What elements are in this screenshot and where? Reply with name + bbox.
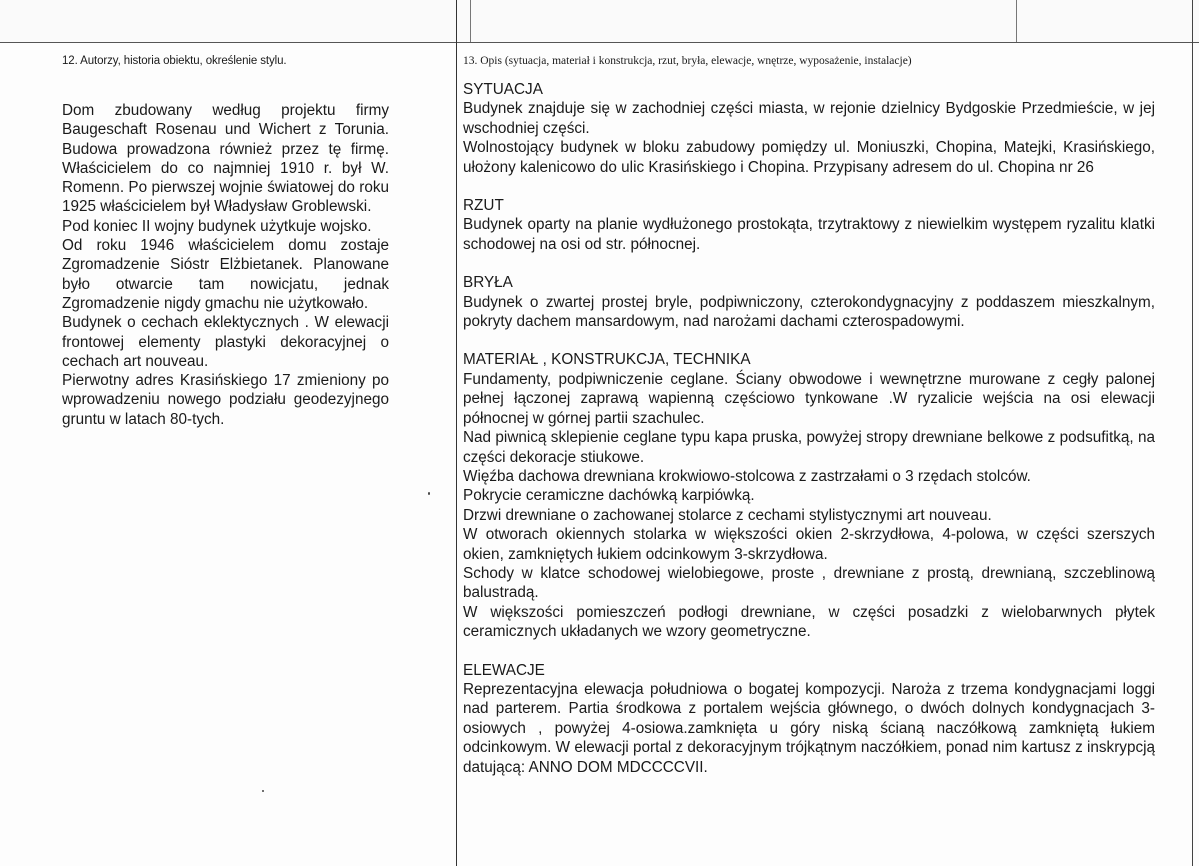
section-paragraph: Wolnostojący budynek w bloku zabudowy pomiędzy ul. Moniuszki, Chopina, Matejki, Krasińskiego, ułożony kalenicowo do ulic Krasińskiego i Chopina. Przypisany adresem do ul. Chopina nr 26 — [463, 139, 1155, 176]
history-paragraph: Pierwotny adres Krasińskiego 17 zmieniony po wprowadzeniu nowego podziału geodezyjnego gruntu w latach 80-tych. — [62, 372, 389, 428]
section-paragraph: Drzwi drewniane o zachowanej stolarce z cechami stylistycznymi art nouveau. — [463, 506, 992, 524]
section-bryla — [463, 273, 1155, 331]
form-tick — [1016, 0, 1017, 42]
top-form-strip — [0, 0, 1199, 43]
section-elewacje — [463, 661, 1155, 777]
section-title: RZUT — [463, 197, 504, 215]
section-paragraph: Nad piwnicą sklepienie ceglane typu kapa pruska, powyżej stropy drewniane belkowe z podsufitką, na części dekoracje stiukowe. — [463, 429, 1155, 466]
section-paragraph: Więźba dachowa drewniana krokwiowo-stolcowa z zastrzałami o 3 rzędach stolców. — [463, 467, 1031, 485]
history-paragraph: Od roku 1946 właścicielem domu zostaje Zgromadzenie Sióstr Elżbietanek. Planowane było otwarcie tam nowicjatu, jednak Zgromadzenie nigdy gmachu nie użytkowało. — [62, 237, 389, 312]
section-paragraph: Budynek znajduje się w zachodniej części miasta, w rejonie dzielnicy Bydgoskie Przedmieście, w jej wschodniej części. — [463, 100, 1155, 137]
section-paragraph: W otworach okiennych stolarka w większości okien 2-skrzydłowa, 4-polowa, w części szerszych okien, zamkniętych łukiem odcinkowym 3-skrzydłowa. — [463, 526, 1155, 563]
section-paragraph: Budynek oparty na planie wydłużonego prostokąta, trzytraktowy z niewielkim występem ryzalitu klatki schodowej na osi od str. północnej. — [463, 216, 1155, 253]
section-paragraph: Fundamenty, podpiwniczenie ceglane. Ściany obwodowe i wewnętrzne murowane z cegły palonej pełnej łączonej zaprawą wapienną częściowo tynkowane .W ryzalicie wejścia na osi elewacji północnej w górnej partii szachulec. — [463, 370, 1155, 427]
section-paragraph: Pokrycie ceramiczne dachówką karpiówką. — [463, 487, 755, 505]
section-paragraph: W większości pomieszczeń podłogi drewniane, w części posadzki z wielobarwnych płytek ceramicznych układanych we wzory geometryczne. — [463, 603, 1155, 641]
section-title: MATERIAŁ , KONSTRUKCJA, TECHNIKA — [463, 351, 751, 369]
section-paragraph: Reprezentacyjna elewacja południowa o bogatej kompozycji. Naroża z trzema kondygnacjami loggi nad parterem. Partia środkowa z portalem wejścia głównego, o dwóch dolnych kondygnacjach 3-osiowych , powyżej 4-osiowa.zamknięta u góry niską ścianą naczółkową zamkniętą łukiem odcinkowym. W elewacji portal z dekoracyjnym trójkątnym naczółkiem, ponad nim kartusz z inskrypcją datującą: ANNO DOM MDCCCCVII. — [463, 680, 1156, 776]
section-title: SYTUACJA — [463, 81, 543, 98]
section-paragraph: Budynek o zwartej prostej bryle, podpiwniczony, czterokondygnacyjny z poddaszem mieszkalnym, pokryty dachem mansardowym, nad narożami dachami czterospadowymi. — [463, 293, 1155, 331]
section-title: ELEWACJE — [463, 661, 545, 679]
section-title: BRYŁA — [463, 274, 513, 292]
section-sytuacja — [463, 80, 1155, 177]
left-column-heading: 12. Autorzy, historia obiektu, określenie stylu. — [62, 55, 287, 67]
section-paragraph: Schody w klatce schodowej wielobiegowe, proste , drewniane z prostą, drewnianą, szczeblinową balustradą. — [463, 564, 1155, 602]
scan-speck — [428, 492, 430, 495]
history-paragraph: Pod koniec II wojny budynek użytkuje wojsko. — [62, 217, 372, 235]
right-border — [1192, 0, 1193, 866]
form-tick — [470, 0, 471, 42]
scan-speck — [262, 790, 264, 792]
column-divider — [456, 0, 457, 866]
history-column — [62, 101, 389, 429]
description-column — [463, 80, 1155, 777]
section-material — [463, 350, 1155, 641]
history-paragraph: Budynek o cechach eklektycznych . W elewacji frontowej elementy plastyki dekoracyjnej o cechach art nouveau. — [62, 314, 389, 370]
right-column-heading: 13. Opis (sytuacja, materiał i konstrukcja, rzut, bryła, elewacje, wnętrze, wyposażenie, instalacje) — [463, 55, 912, 67]
history-paragraph: Dom zbudowany według projektu firmy Baugeschaft Rosenau und Wichert z Torunia. Budowa prowadzona również przez tę firmę. Właścicielem do co najmniej 1910 r. był W. Romenn. Po pierwszej wojnie światowej do roku 1925 właścicielem był Władysław Groblewski. — [62, 102, 389, 216]
section-rzut — [463, 196, 1155, 254]
